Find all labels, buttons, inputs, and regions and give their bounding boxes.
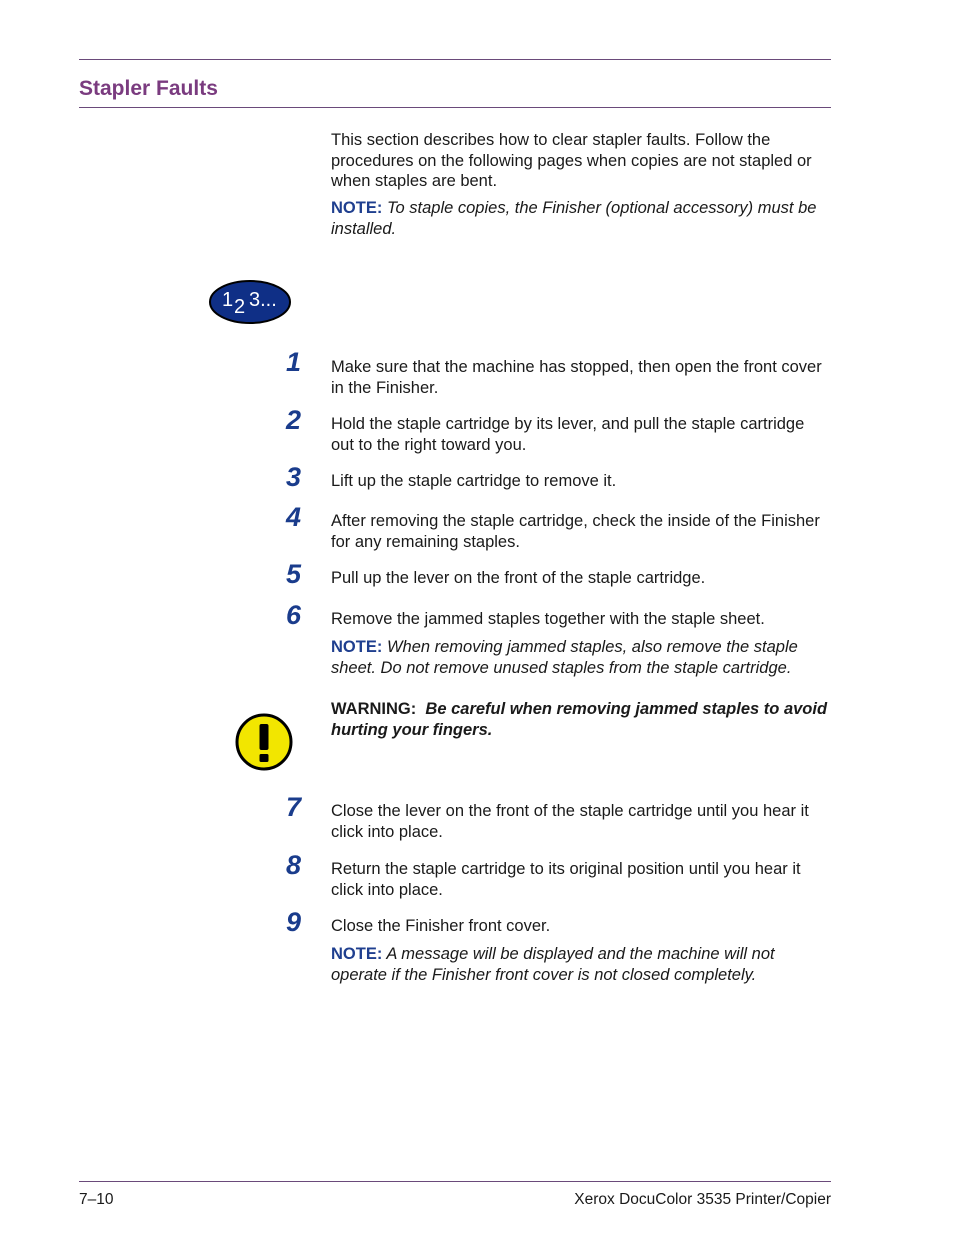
title-rule (79, 107, 831, 108)
step-text-3: Lift up the staple cartridge to remove it. (331, 472, 617, 490)
note-label: NOTE: (331, 199, 383, 217)
intro-note (331, 198, 831, 239)
page-title: Stapler Faults (79, 77, 218, 100)
step-text-5: Pull up the lever on the front of the staple cartridge. (331, 569, 706, 587)
page-number: 7–10 (79, 1191, 114, 1208)
numbered-steps-icon (208, 279, 292, 330)
step-text-2: Hold the staple cartridge by its lever, and pull the staple cartridge out to the right toward you. (331, 415, 805, 454)
note-text: When removing jammed staples, also remove the staple sheet. Do not remove unused staples from the staple cartridge. (331, 638, 798, 677)
step-number-4: 4 (286, 502, 302, 532)
step-text-4: After removing the staple cartridge, check the inside of the Finisher for any remaining staples. (331, 512, 820, 551)
warning-exclamation-icon (234, 712, 294, 777)
step-number-1: 1 (286, 347, 302, 377)
step9-note (331, 944, 831, 985)
step-text-6: Remove the jammed staples together with the staple sheet. (331, 610, 765, 628)
warning-text (331, 699, 831, 740)
step-text-1: Make sure that the machine has stopped, then open the front cover in the Finisher. (331, 358, 822, 397)
footer-rule (79, 1181, 831, 1182)
svg-text:1: 1 (222, 289, 234, 311)
svg-text:3...: 3... (249, 289, 277, 311)
product-name: Xerox DocuColor 3535 Printer/Copier (574, 1191, 831, 1208)
step-text-9: Close the Finisher front cover. (331, 917, 551, 935)
note-label: NOTE: (331, 638, 383, 656)
step-text-8: Return the staple cartridge to its original position until you hear it click into place. (331, 860, 801, 899)
warning-message: Be careful when removing jammed staples to avoid hurting your fingers. (331, 700, 828, 739)
step-number-3: 3 (286, 462, 302, 492)
warning-label: WARNING: (331, 700, 417, 718)
step-number-9: 9 (286, 907, 302, 937)
step6-note (331, 637, 831, 678)
top-rule (79, 59, 831, 60)
step-number-6: 6 (286, 600, 302, 630)
step-number-5: 5 (286, 559, 302, 589)
svg-text:2: 2 (234, 296, 246, 318)
step-text-7: Close the lever on the front of the staple cartridge until you hear it click into place. (331, 802, 809, 841)
step-number-2: 2 (286, 405, 302, 435)
intro-paragraph: This section describes how to clear stapler faults. Follow the procedures on the following pages when copies are not stapled or when staples are bent. (331, 131, 812, 190)
note-text: To staple copies, the Finisher (optional accessory) must be installed. (331, 199, 817, 238)
note-label: NOTE: (331, 945, 383, 963)
step-number-7: 7 (286, 792, 302, 822)
note-text: A message will be displayed and the machine will not operate if the Finisher front cover is not closed completely. (331, 945, 775, 984)
step-number-8: 8 (286, 850, 302, 880)
